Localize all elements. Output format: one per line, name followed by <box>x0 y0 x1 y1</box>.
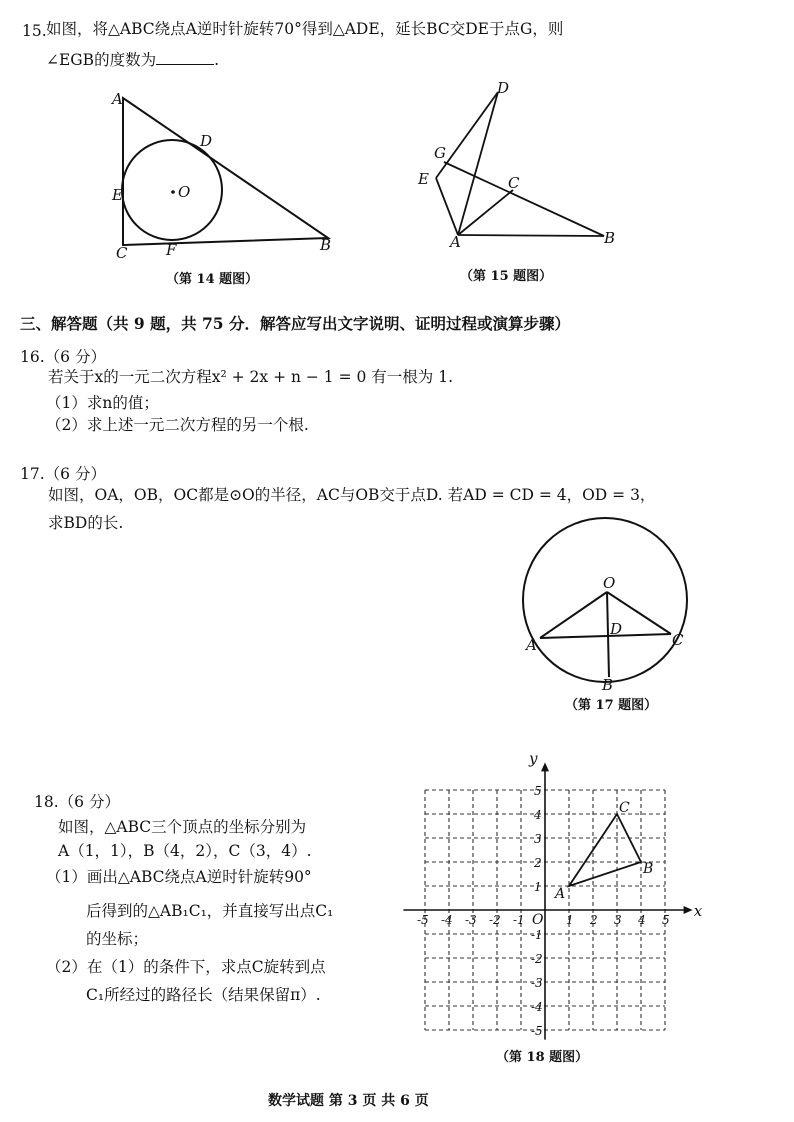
y-tick-label: -4 <box>531 1000 543 1014</box>
x-tick-label: 3 <box>614 913 622 927</box>
x-tick-label: -3 <box>465 913 477 927</box>
label-o-17: O <box>603 574 616 592</box>
point-c-label: C <box>619 800 630 816</box>
point-a-label: A <box>555 886 566 902</box>
q18-header: 18.（6 分） <box>34 793 120 811</box>
y-axis-label: y <box>529 749 538 768</box>
label-b-15: B <box>604 229 616 247</box>
label-c-17: C <box>672 631 684 649</box>
x-tick-label: 1 <box>566 913 574 927</box>
x-tick-label: 4 <box>638 913 646 927</box>
x-axis-label: x <box>693 902 703 920</box>
x-tick-label: -1 <box>513 913 525 927</box>
x-tick-label: -2 <box>489 913 501 927</box>
label-a-15: A <box>450 233 461 251</box>
q18-part2-b: C₁所经过的路径长（结果保留π）. <box>86 986 321 1004</box>
q18-part2-a: （2）在（1）的条件下，求点C旋转到点 <box>46 958 326 976</box>
q18-line2: A（1，1），B（4，2），C（3，4）. <box>58 842 312 860</box>
label-a-14: A <box>112 90 123 108</box>
q16-header: 16.（6 分） <box>20 348 106 366</box>
label-g-15: G <box>434 144 446 162</box>
q16-part1: （1）求n的值； <box>46 394 159 412</box>
y-tick-label: -5 <box>531 1024 543 1038</box>
label-b-17: B <box>602 676 614 694</box>
label-d-14: D <box>200 132 213 150</box>
fig18-caption: （第 18 题图） <box>496 1050 589 1065</box>
q17-line1: 如图，OA，OB，OC都是⊙O的半径，AC与OB交于点D. 若AD = CD = 4，OD = 3， <box>48 486 656 504</box>
y-tick-label: 5 <box>534 784 542 798</box>
x-axis-arrow <box>684 906 693 914</box>
y-tick-label: 4 <box>534 808 542 822</box>
x-tick-label: -4 <box>441 913 453 927</box>
y-axis-arrow <box>541 762 549 771</box>
q15-line2-end: . <box>214 51 220 69</box>
q18-line1: 如图，△ABC三个顶点的坐标分别为 <box>58 818 307 836</box>
label-d-15: D <box>497 79 510 97</box>
q16-stem: 若关于x的一元二次方程x² + 2x + n − 1 = 0 有一根为 1. <box>48 368 454 386</box>
fig15-caption: （第 15 题图） <box>460 269 553 284</box>
x-tick-label: -5 <box>417 913 429 927</box>
q17-line2: 求BD的长. <box>48 514 124 532</box>
q15-line1: 如图，将△ABC绕点A逆时针旋转70°得到△ADE，延长BC交DE于点G，则 <box>46 20 564 38</box>
q18-part1-a: （1）画出△ABC绕点A逆时针旋转90° <box>46 868 312 886</box>
y-tick-label: 3 <box>534 832 542 846</box>
q18-part1-c: 的坐标； <box>86 930 149 948</box>
label-o-14: O <box>178 183 191 201</box>
fig17-caption: （第 17 题图） <box>565 698 658 713</box>
q17-header: 17.（6 分） <box>20 465 106 483</box>
q18-part1-b: 后得到的△AB₁C₁，并直接写出点C₁ <box>86 902 334 920</box>
q16-part2: （2）求上述一元二次方程的另一个根. <box>46 416 309 434</box>
y-tick-label: 2 <box>534 856 542 870</box>
label-e-14: E <box>112 186 123 204</box>
x-tick-label: 2 <box>590 913 598 927</box>
y-tick-label: -3 <box>531 976 543 990</box>
label-a-17: A <box>526 636 537 654</box>
label-f-14: F <box>166 241 177 259</box>
origin-label: O <box>532 912 544 928</box>
q15-line2-text: ∠EGB的度数为 <box>46 51 157 69</box>
y-tick-label: -2 <box>531 952 543 966</box>
section-3-title: 三、解答题（共 9 题，共 75 分．解答应写出文字说明、证明过程或演算步骤） <box>20 314 570 333</box>
label-e-15: E <box>418 170 429 188</box>
y-tick-label: 1 <box>534 880 542 894</box>
label-b-14: B <box>320 236 332 254</box>
triangle-abc-18 <box>569 814 641 886</box>
page-footer: 数学试题 第 3 页 共 6 页 <box>268 1093 429 1109</box>
fig14-caption: （第 14 题图） <box>166 272 259 287</box>
point-b-label: B <box>643 861 654 877</box>
label-c-14: C <box>116 244 128 262</box>
label-d-17: D <box>610 620 623 638</box>
x-tick-label: 5 <box>662 913 670 927</box>
label-c-15: C <box>508 174 520 192</box>
y-tick-label: -1 <box>531 928 543 942</box>
q15-number: 15. <box>22 22 47 40</box>
